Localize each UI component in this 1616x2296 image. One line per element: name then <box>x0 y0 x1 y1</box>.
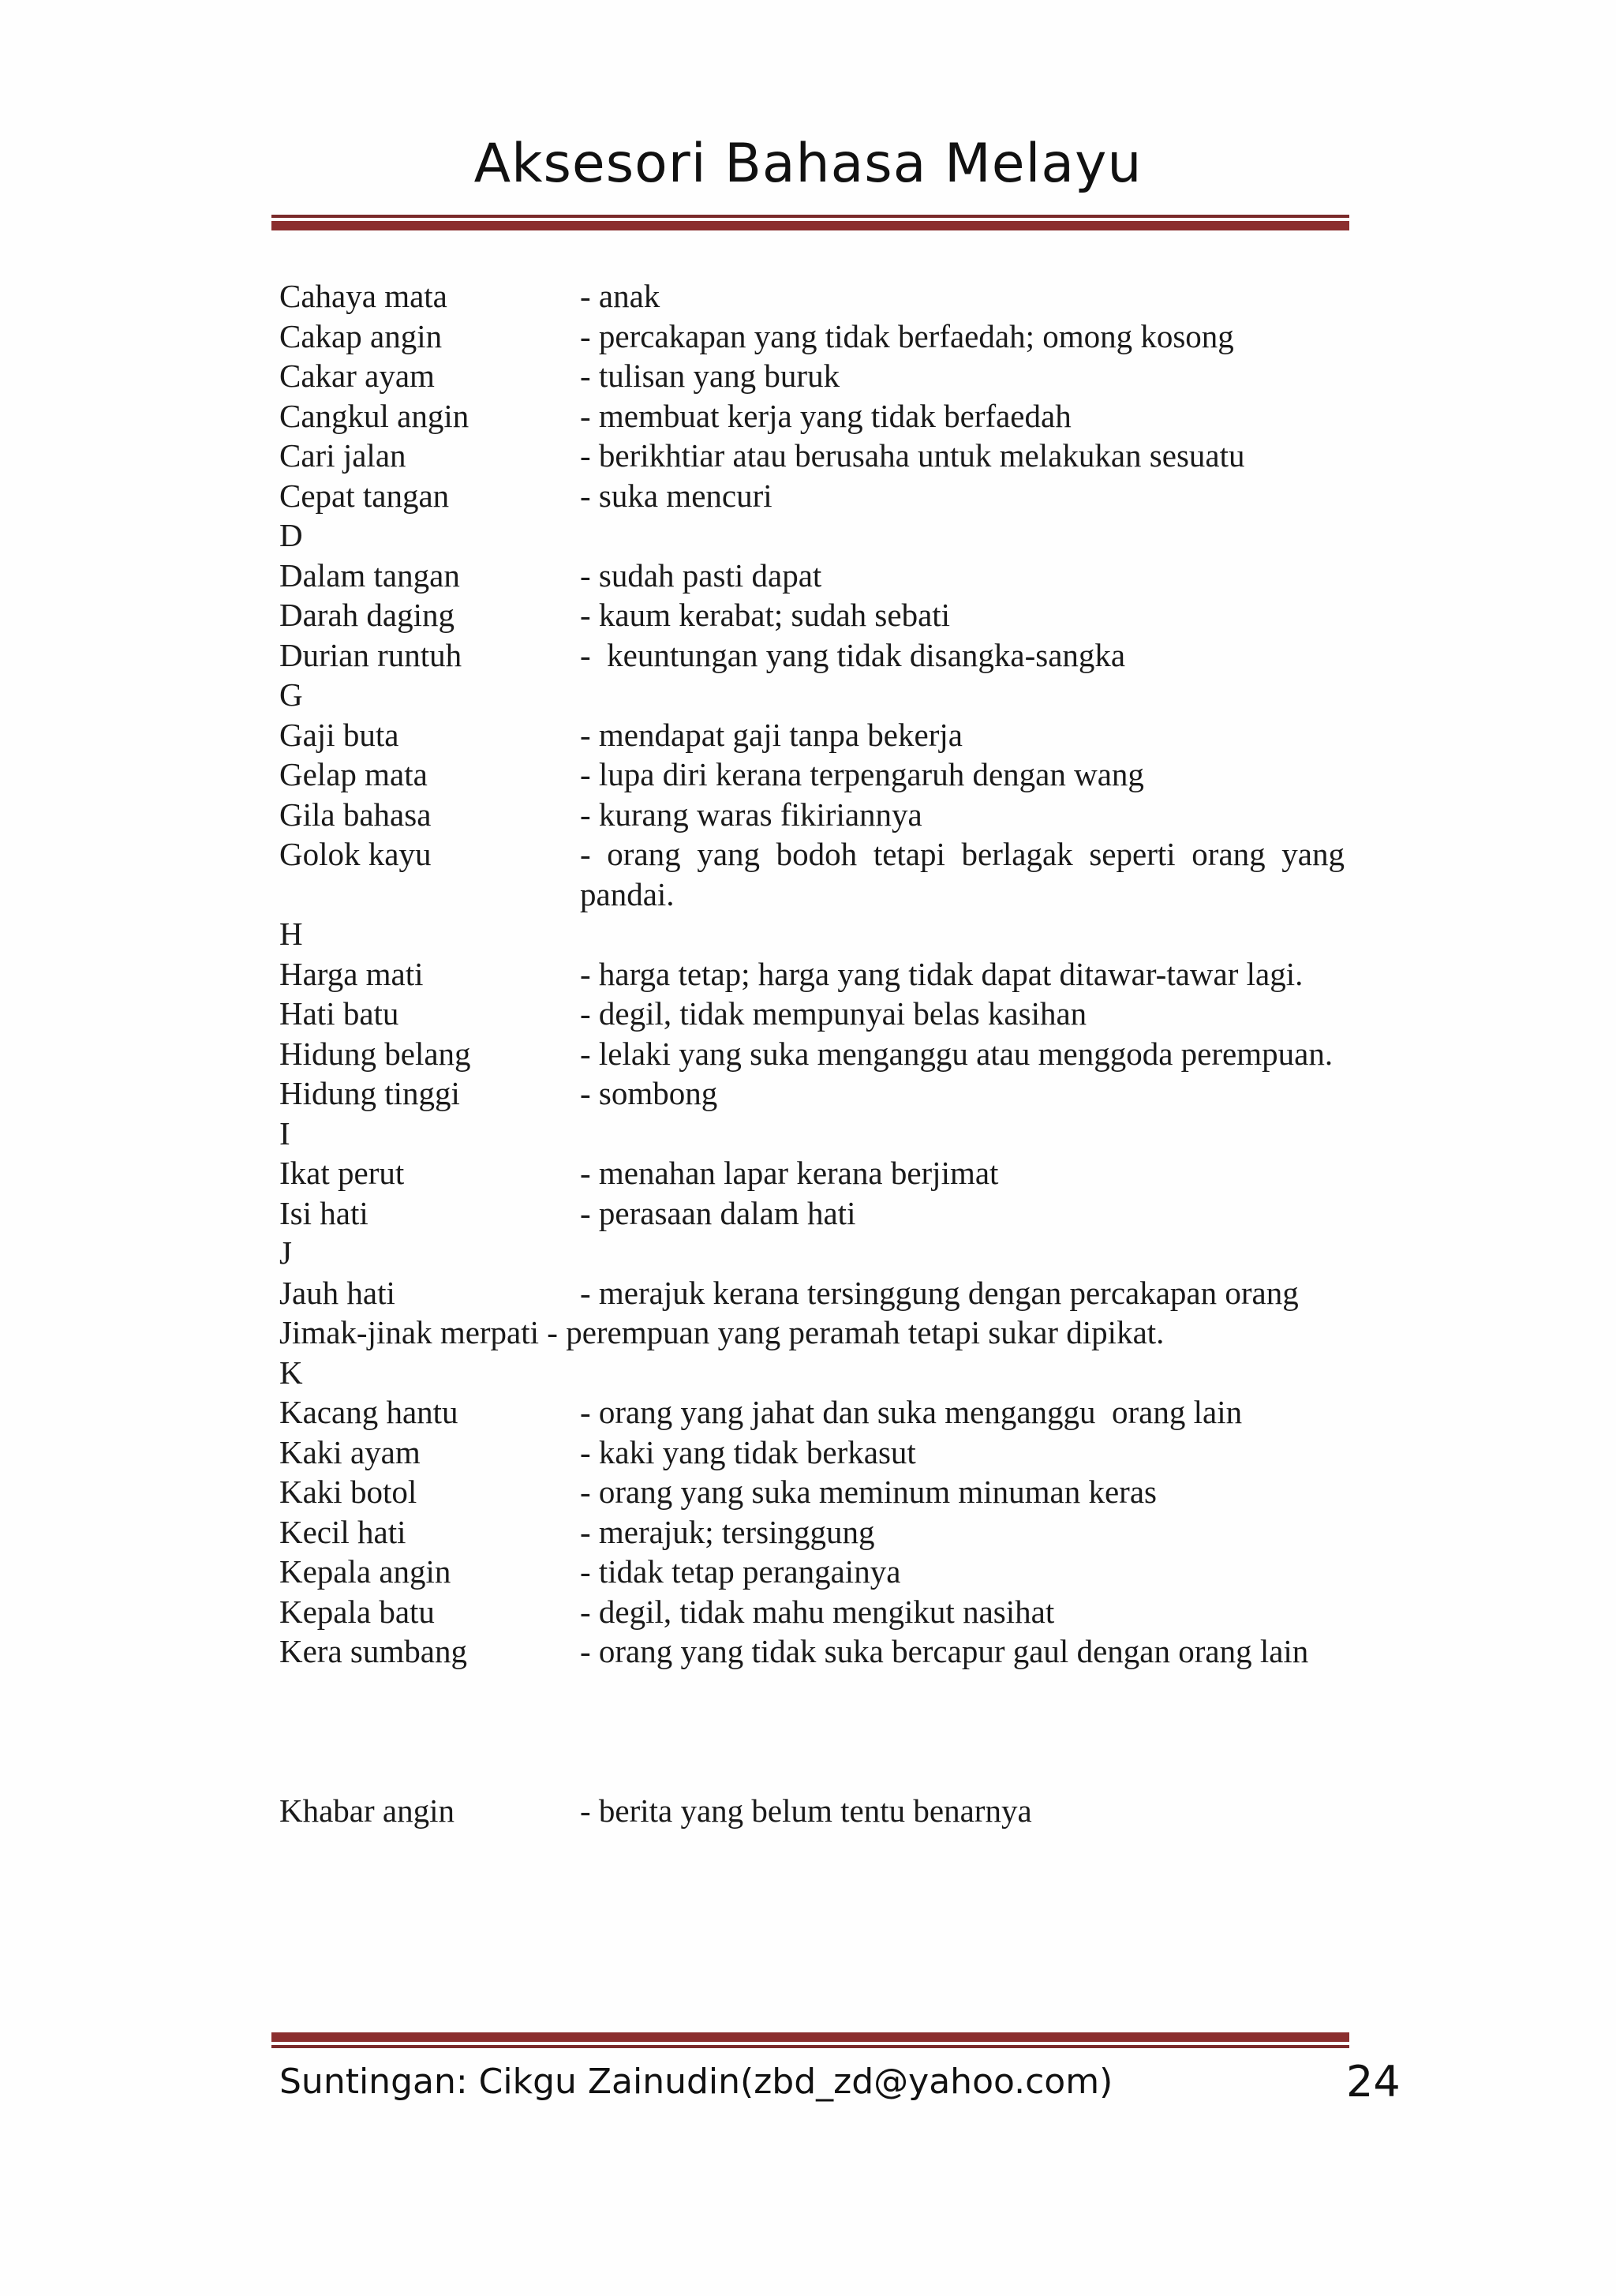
entry-meaning: - membuat kerja yang tidak berfaedah <box>580 397 1072 434</box>
entry-meaning: - merajuk kerana tersinggung dengan percakapan orang <box>580 1274 1299 1311</box>
entry-term: Gila bahasa <box>279 796 432 833</box>
section-letter: K <box>279 1354 303 1391</box>
glossary-entry <box>279 316 1345 357</box>
entry-meaning: - orang yang jahat dan suka menganggu orang lain <box>580 1394 1243 1430</box>
glossary-entry <box>279 635 1345 676</box>
section-letter: G <box>279 676 303 713</box>
entry-term: Kecil hati <box>279 1513 406 1550</box>
glossary-entry <box>279 1034 1345 1074</box>
entry-term: Hati batu <box>279 995 399 1032</box>
glossary-entry <box>279 396 1345 436</box>
entry-term: Kacang hantu <box>279 1394 458 1430</box>
entry-term: Cakar ayam <box>279 358 435 394</box>
entry-meaning: - kurang waras fikiriannya <box>580 796 922 833</box>
entry-term: Khabar angin <box>279 1792 454 1829</box>
glossary-entry <box>279 276 1345 316</box>
glossary-entry <box>279 436 1345 476</box>
entry-meaning: - tidak tetap perangainya <box>580 1553 901 1590</box>
section-letter: H <box>279 916 303 952</box>
glossary-entry <box>279 556 1345 596</box>
entry-term: Cangkul angin <box>279 397 469 434</box>
entry-term: Cakap angin <box>279 317 443 354</box>
glossary-entry-full: Jimak-jinak merpati - perempuan yang peramah tetapi sukar dipikat. <box>279 1314 1165 1350</box>
glossary-entry <box>279 1073 1345 1114</box>
entry-term: Gaji buta <box>279 716 399 753</box>
entry-term: Jauh hati <box>279 1274 395 1311</box>
entry-meaning: - merajuk; tersinggung <box>580 1513 875 1550</box>
entry-meaning: - degil, tidak mempunyai belas kasihan <box>580 995 1087 1032</box>
glossary-entry <box>279 1392 1345 1433</box>
entry-term: Cahaya mata <box>279 278 447 314</box>
section-letter: D <box>279 517 303 553</box>
glossary-entry <box>279 755 1345 795</box>
glossary-entry <box>279 476 1345 516</box>
entry-term: Ikat perut <box>279 1155 405 1191</box>
entry-meaning: - menahan lapar kerana berjimat <box>580 1155 999 1191</box>
entry-term: Golok kayu <box>279 836 432 872</box>
entry-term: Cari jalan <box>279 437 406 474</box>
entry-meaning: - orang yang suka meminum minuman keras <box>580 1474 1157 1510</box>
glossary-entry <box>279 1631 1345 1672</box>
entry-meaning: - mendapat gaji tanpa bekerja <box>580 716 963 753</box>
entry-term: Kepala batu <box>279 1593 435 1630</box>
entry-term: Darah daging <box>279 597 454 633</box>
glossary-entry <box>279 715 1345 755</box>
entry-meaning: - lupa diri kerana terpengaruh dengan wang <box>580 756 1144 792</box>
header-divider <box>271 215 1349 230</box>
entry-meaning: - anak <box>580 278 660 314</box>
blank-gap <box>279 1672 1345 1791</box>
entry-meaning: - berita yang belum tentu benarnya <box>580 1792 1032 1829</box>
entry-term: Durian runtuh <box>279 636 462 673</box>
entry-meaning: - berikhtiar atau berusaha untuk melakukan sesuatu <box>580 437 1245 474</box>
entry-meaning: - sombong <box>580 1075 718 1111</box>
entry-term: Hidung belang <box>279 1035 471 1072</box>
entry-term: Isi hati <box>279 1194 368 1231</box>
entry-meaning: - kaki yang tidak berkasut <box>580 1433 916 1470</box>
entry-term: Kaki botol <box>279 1474 417 1510</box>
entry-meaning: - sudah pasti dapat <box>580 556 822 594</box>
glossary-entry <box>279 954 1345 994</box>
glossary-entry <box>279 595 1345 635</box>
entry-meaning: - orang yang tidak suka bercapur gaul dengan orang lain <box>580 1633 1309 1669</box>
entry-meaning: - kaum kerabat; sudah sebati <box>580 597 951 633</box>
glossary-entry <box>279 1552 1345 1592</box>
entry-meaning: - keuntungan yang tidak disangka-sangka <box>580 636 1126 673</box>
entry-term: Hidung tinggi <box>279 1075 460 1111</box>
entry-meaning: - degil, tidak mahu mengikut nasihat <box>580 1593 1055 1630</box>
glossary-entry <box>279 356 1345 396</box>
glossary-entry <box>279 834 1353 914</box>
entry-meaning: - orang yang bodoh tetapi berlagak seperti orang yang pandai. <box>580 836 1353 912</box>
glossary-entry <box>279 795 1345 835</box>
entry-term: Gelap mata <box>279 756 428 792</box>
section-letter: I <box>279 1114 290 1152</box>
glossary-entry <box>279 1273 1345 1313</box>
entry-term: Dalam tangan <box>279 556 460 594</box>
entry-term: Kaki ayam <box>279 1433 421 1470</box>
footer-credit: Suntingan: Cikgu Zainudin(zbd_zd@yahoo.com) <box>279 2062 1113 2102</box>
entry-meaning: - harga tetap; harga yang tidak dapat ditawar-tawar lagi. <box>580 955 1304 992</box>
glossary-entry <box>279 994 1345 1034</box>
entry-term: Kepala angin <box>279 1553 451 1590</box>
glossary-entry <box>279 1472 1345 1512</box>
entry-term: Harga mati <box>279 955 424 992</box>
page-number: 24 <box>1346 2057 1401 2107</box>
entry-term: Cepat tangan <box>279 477 450 514</box>
entry-meaning: - tulisan yang buruk <box>580 358 840 394</box>
entry-meaning: - suka mencuri <box>580 477 772 514</box>
entry-term: Kera sumbang <box>279 1633 467 1669</box>
section-letter: J <box>279 1234 292 1271</box>
glossary-list <box>279 276 1353 1830</box>
glossary-entry <box>279 1153 1345 1193</box>
glossary-entry <box>279 1512 1345 1553</box>
entry-meaning: - perasaan dalam hati <box>580 1194 856 1231</box>
glossary-entry <box>279 1433 1345 1473</box>
page-header-title: Aksesori Bahasa Melayu <box>473 133 1143 195</box>
glossary-entry <box>279 1193 1345 1234</box>
footer-divider <box>271 2032 1349 2048</box>
glossary-entry <box>279 1791 1345 1831</box>
glossary-entry <box>279 1592 1345 1632</box>
entry-meaning: - lelaki yang suka menganggu atau menggoda perempuan. <box>580 1035 1334 1072</box>
entry-meaning: - percakapan yang tidak berfaedah; omong kosong <box>580 317 1234 354</box>
